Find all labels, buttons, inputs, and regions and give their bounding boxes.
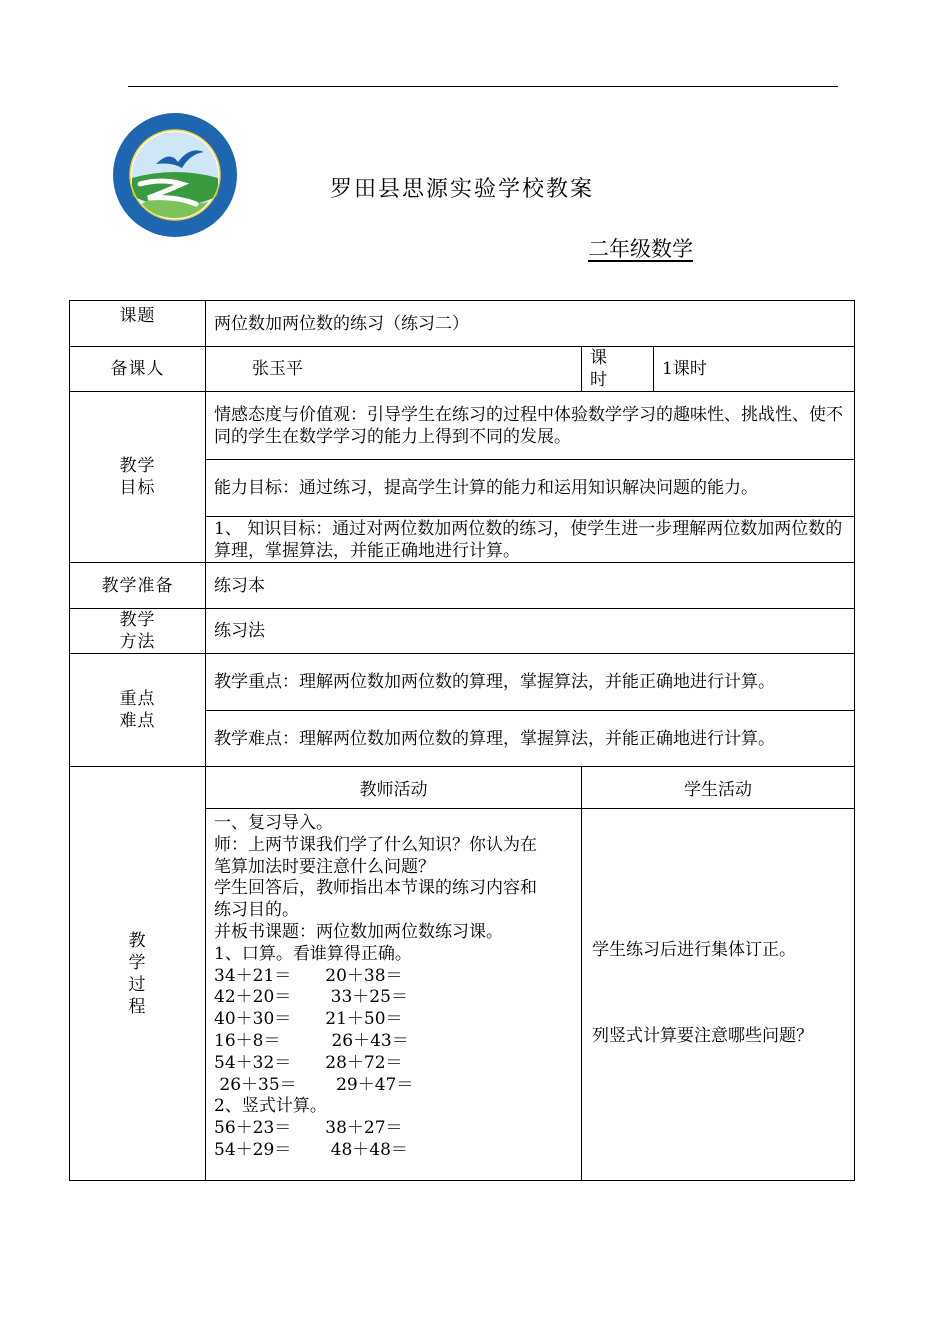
method-label: 教学 方法 — [70, 609, 206, 654]
goals-row-1 — [70, 392, 855, 460]
hours-value: 1课时 — [654, 347, 855, 392]
prep-row — [70, 563, 855, 609]
teaching-focus: 教学重点：理解两位数加两位数的算理，掌握算法，并能正确地进行计算。 — [206, 654, 855, 711]
preparer-value: 张玉平 — [206, 347, 582, 392]
topic-label: 课题 — [70, 301, 206, 347]
teacher-line: 16＋8＝ 26＋43＝ — [214, 1030, 409, 1051]
grade-subject: 二年级数学 — [588, 237, 693, 261]
teacher-activity — [206, 809, 582, 1181]
teacher-line: 40＋30＝ 21＋50＝ — [214, 1009, 403, 1030]
student-activity — [582, 809, 855, 1181]
lesson-plan-table — [69, 300, 855, 1181]
student-activity-header: 学生活动 — [582, 767, 855, 809]
teacher-line: 34＋21＝ 20＋38＝ — [214, 965, 403, 986]
key-label: 重点 难点 — [70, 654, 206, 767]
goals-label: 教学 目标 — [70, 392, 206, 563]
goal-ability: 能力目标：通过练习，提高学生计算的能力和运用知识解决问题的能力。 — [206, 460, 855, 517]
teacher-activity-header: 教师活动 — [206, 767, 582, 809]
teacher-line: 42＋20＝ 33＋25＝ — [214, 987, 408, 1008]
prep-label: 教学准备 — [70, 563, 206, 609]
teacher-line: 并板书课题：两位数加两位数练习课。 — [214, 921, 503, 942]
preparer-row — [70, 347, 855, 392]
school-logo — [112, 112, 238, 238]
teacher-line: 练习目的。 — [214, 900, 299, 921]
header-rule — [128, 86, 838, 87]
teacher-line: 一、复习导入。 — [214, 813, 333, 833]
topic-row — [70, 301, 855, 347]
teacher-line: 2、竖式计算。 — [214, 1096, 327, 1117]
teaching-difficulty: 教学难点：理解两位数加两位数的算理，掌握算法，并能正确地进行计算。 — [206, 711, 855, 767]
process-header-row — [70, 767, 855, 809]
key-row-1 — [70, 654, 855, 711]
teacher-line: 学生回答后，教师指出本节课的练习内容和 — [214, 878, 537, 899]
teacher-line: 笔算加法时要注意什么问题？ — [214, 856, 435, 877]
student-line: 列竖式计算要注意哪些问题？ — [592, 1026, 813, 1046]
method-row — [70, 609, 855, 654]
preparer-label: 备课人 — [70, 347, 206, 392]
hours-label: 课 时 — [582, 347, 654, 392]
method-value: 练习法 — [206, 609, 855, 654]
student-line: 学生练习后进行集体订正。 — [592, 940, 796, 960]
teacher-line: 54＋29＝ 48＋48＝ — [214, 1139, 408, 1160]
process-label: 教 学 过 程 — [70, 767, 206, 1181]
teacher-line: 56＋23＝ 38＋27＝ — [214, 1118, 403, 1139]
goal-emotion: 情感态度与价值观：引导学生在练习的过程中体验数学学习的趣味性、挑战性、使不同的学生在数学学习的能力上得到不同的发展。 — [206, 392, 855, 460]
topic-value: 两位数加两位数的练习（练习二） — [206, 301, 855, 347]
prep-value: 练习本 — [206, 563, 855, 609]
teacher-line: 54＋32＝ 28＋72＝ — [214, 1052, 403, 1073]
teacher-line: 1、口算。看谁算得正确。 — [214, 943, 412, 964]
teacher-line: 26＋35＝ 29＋47＝ — [214, 1074, 414, 1095]
school-title: 罗田县思源实验学校教案 — [330, 177, 595, 202]
teacher-line: 师：上两节课我们学了什么知识？你认为在 — [214, 834, 537, 855]
goal-knowledge: 1、 知识目标：通过对两位数加两位数的练习，使学生进一步理解两位数加两位数的算理，掌握算法，并能正确地进行计算。 — [206, 517, 855, 563]
